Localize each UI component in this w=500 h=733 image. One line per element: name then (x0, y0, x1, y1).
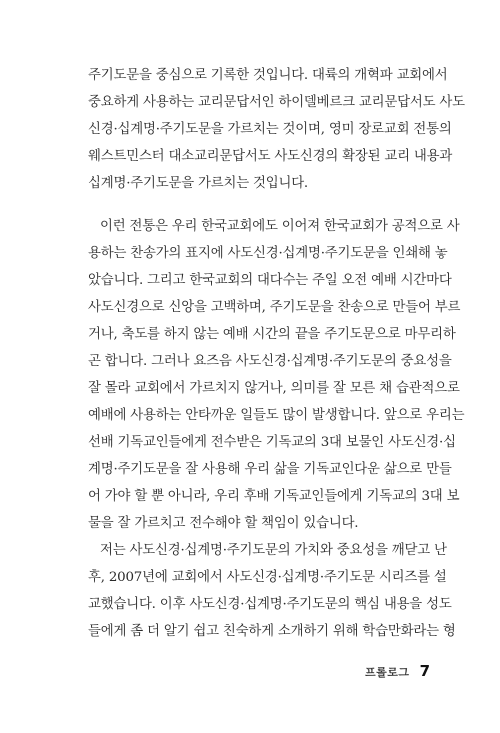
paragraph-1 (88, 62, 465, 197)
section-title: 프롤로그 (365, 666, 410, 679)
page-footer (365, 662, 430, 680)
text-line: 계명·주기도문을 잘 사용해 우리 삶을 기독교인다운 삶으로 만들 (88, 462, 452, 477)
paragraph-3 (88, 537, 456, 645)
text-line: 저는 사도신경·십계명·주기도문의 가치와 중요성을 깨닫고 난 (100, 543, 447, 558)
text-line: 예배에 사용하는 안타까운 일들도 많이 발생합니다. 앞으로 우리는 (88, 408, 465, 423)
text-line: 선배 기독교인들에게 전수받은 기독교의 3대 보물인 사도신경·십 (88, 435, 456, 450)
page-number: 7 (419, 662, 430, 680)
paragraph-2 (88, 213, 465, 537)
text-line: 신경·십계명·주기도문을 가르치는 것이며, 영미 장로교회 전통의 (88, 122, 452, 137)
text-line: 거나, 축도를 하지 않는 예배 시간의 끝을 주기도문으로 마무리하 (88, 327, 456, 342)
text-line: 잘 몰라 교회에서 가르치지 않거나, 의미를 잘 모른 채 습관적으로 (88, 381, 460, 396)
text-line: 용하는 찬송가의 표지에 사도신경·십계명·주기도문을 인쇄해 놓 (88, 246, 448, 261)
text-line: 곤 합니다. 그러나 요즈음 사도신경·십계명·주기도문의 중요성을 (88, 354, 452, 369)
text-line: 주기도문을 중심으로 기록한 것입니다. 대륙의 개혁파 교회에서 (88, 68, 448, 83)
text-line: 물을 잘 가르치고 전수해야 할 책임이 있습니다. (88, 516, 359, 531)
text-line: 십계명·주기도문을 가르치는 것입니다. (88, 176, 308, 191)
text-line: 교했습니다. 이후 사도신경·십계명·주기도문의 핵심 내용을 성도 (88, 597, 452, 612)
text-line: 들에게 좀 더 알기 쉽고 친숙하게 소개하기 위해 학습만화라는 형 (88, 624, 456, 639)
text-line: 사도신경으로 신앙을 고백하며, 주기도문을 찬송으로 만들어 부르 (88, 300, 461, 315)
text-line: 았습니다. 그리고 한국교회의 대다수는 주일 오전 예배 시간마다 (88, 273, 452, 288)
text-line: 후, 2007년에 교회에서 사도신경·십계명·주기도문 시리즈를 설 (88, 570, 447, 585)
text-line: 어 가야 할 뿐 아니라, 우리 후배 기독교인들에게 기독교의 3대 보 (88, 489, 460, 504)
text-line: 중요하게 사용하는 교리문답서인 하이델베르크 교리문답서도 사도 (88, 95, 465, 110)
text-line: 이런 전통은 우리 한국교회에도 이어져 한국교회가 공적으로 사 (100, 219, 460, 234)
text-line: 웨스트민스터 대소교리문답서도 사도신경의 확장된 교리 내용과 (88, 149, 453, 164)
